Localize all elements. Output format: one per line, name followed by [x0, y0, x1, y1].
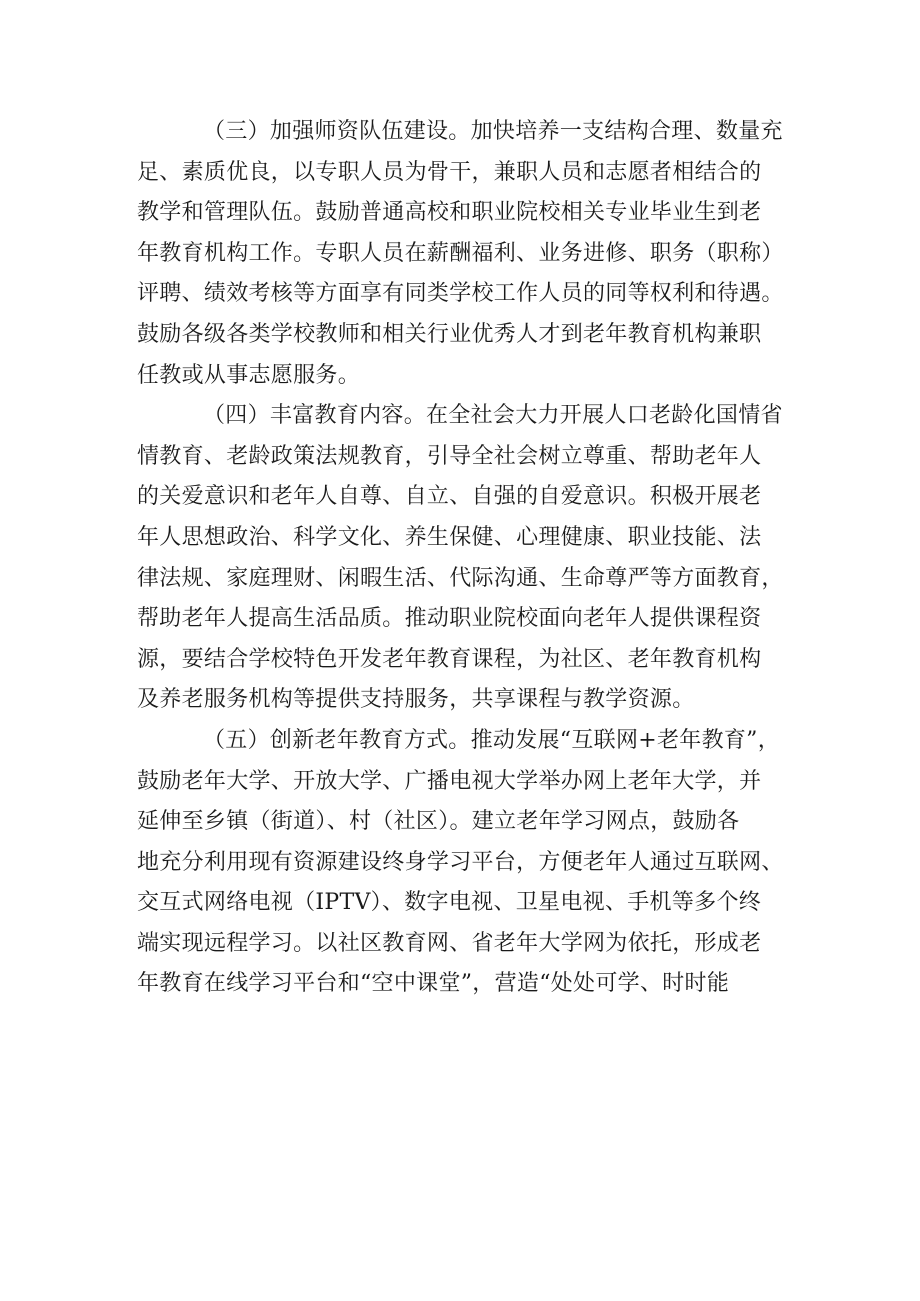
- paragraph-line: 年教育在线学习平台和“空中课堂”，营造“处处可学、时时能: [137, 971, 730, 997]
- paragraph-line: 地充分利用现有资源建设终身学习平台，方便老年人通过互联网、: [137, 849, 784, 875]
- paragraph-section-3: [137, 112, 797, 396]
- paragraph-line: （三）加强师资队伍建设。加快培养一支结构合理、数量充: [203, 119, 783, 144]
- paragraph-line: 律法规、家庭理财、闲暇生活、代际沟通、生命尊严等方面教育，: [137, 565, 784, 591]
- paragraph-line: 鼓励各级各类学校教师和相关行业优秀人才到老年教育机构兼职: [137, 321, 762, 347]
- paragraph-line: 帮助老年人提高生活品质。推动职业院校面向老年人提供课程资: [137, 606, 762, 632]
- paragraph-line: 评聘、绩效考核等方面享有同类学校工作人员的同等权利和待遇。: [137, 281, 784, 307]
- paragraph-line: 年人思想政治、科学文化、养生保健、心理健康、职业技能、法: [137, 524, 762, 550]
- paragraph-section-4: [137, 396, 797, 721]
- paragraph-line: 延伸至乡镇（街道）、村（社区）。建立老年学习网点，鼓励各: [137, 809, 740, 835]
- paragraph-line: 源，要结合学校特色开发老年教育课程，为社区、老年教育机构: [137, 646, 762, 672]
- document-body: [137, 112, 797, 1005]
- paragraph-line: 交互式网络电视（IPTV）、数字电视、卫星电视、手机等多个终: [137, 890, 762, 916]
- paragraph-section-5: [137, 721, 797, 1005]
- paragraph-line: 端实现远程学习。以社区教育网、省老年大学网为依托，形成老: [137, 930, 762, 956]
- paragraph-line: 情教育、老龄政策法规教育，引导全社会树立尊重、帮助老年人: [137, 443, 762, 469]
- paragraph-line: （五）创新老年教育方式。推动发展“互联网+老年教育”，: [203, 727, 781, 753]
- paragraph-line: 足、素质优良，以专职人员为骨干，兼职人员和志愿者相结合的: [137, 159, 762, 185]
- paragraph-line: 的关爱意识和老年人自尊、自立、自强的自爱意识。积极开展老: [137, 484, 762, 510]
- paragraph-line: 教学和管理队伍。鼓励普通高校和职业院校相关专业毕业生到老: [137, 200, 762, 226]
- paragraph-line: 年教育机构工作。专职人员在薪酬福利、业务进修、职务（职称）: [137, 240, 784, 266]
- paragraph-line: 任教或从事志愿服务。: [137, 362, 361, 388]
- paragraph-line: 鼓励老年大学、开放大学、广播电视大学举办网上老年大学，并: [137, 768, 762, 794]
- paragraph-line: （四）丰富教育内容。在全社会大力开展人口老龄化国情省: [203, 403, 783, 429]
- paragraph-line: 及养老服务机构等提供支持服务，共享课程与教学资源。: [137, 687, 695, 713]
